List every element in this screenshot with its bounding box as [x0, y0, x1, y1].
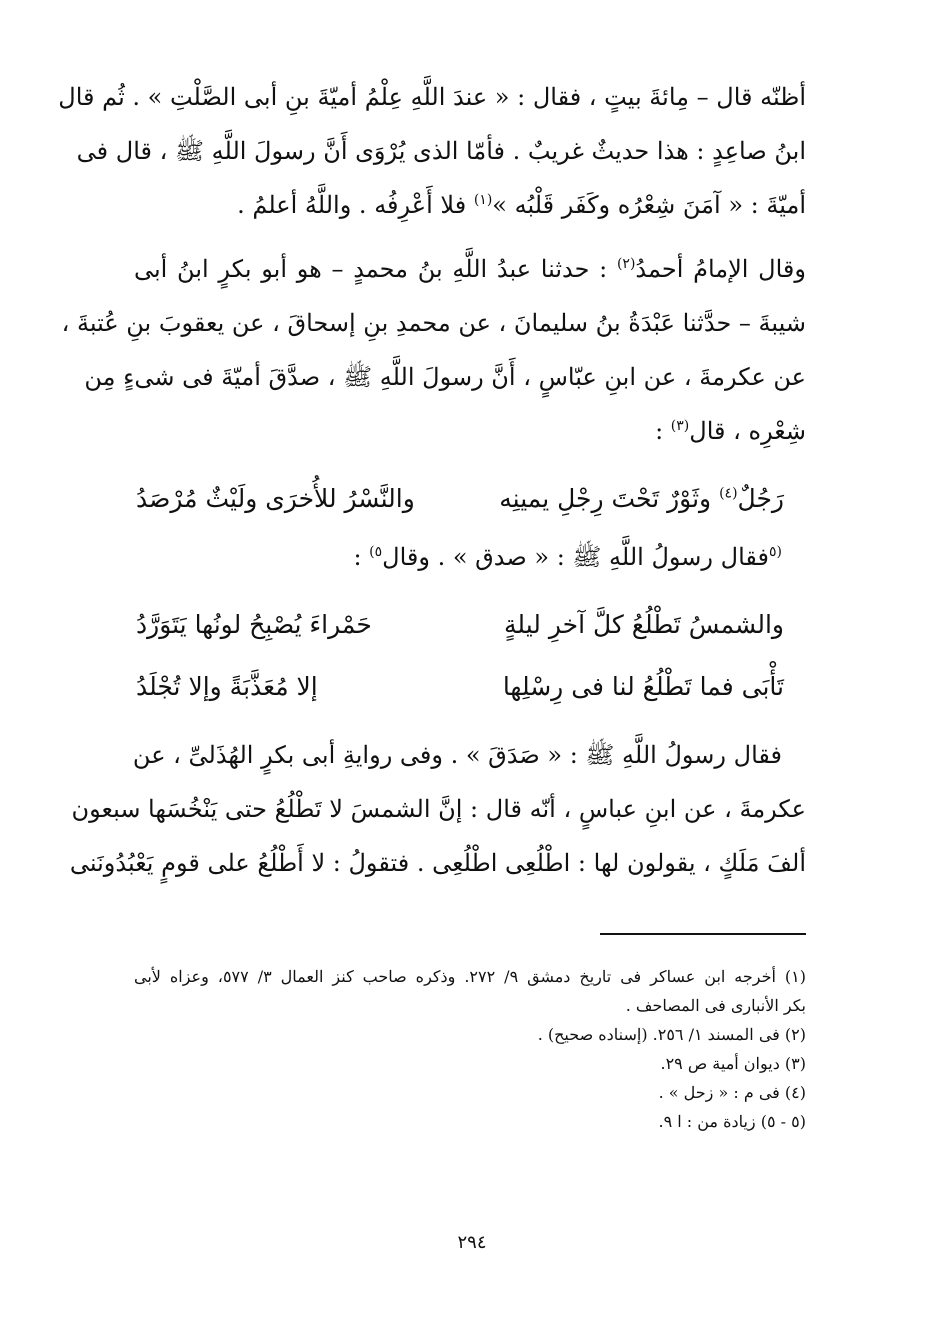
text-run: أميّةَ : « آمَنَ شِعْرُه وكَفَر قَلْبُه » [492, 191, 806, 219]
verse-first-hemistich: تَأْبَى فما تَطْلُعُ لنا فى رِسْلِها [502, 672, 784, 701]
text-line [134, 178, 806, 232]
footnote-line: (٥ - ٥) زيادة من : ا ٩. [658, 1112, 806, 1131]
footnotes [134, 962, 806, 1136]
footnote-line: (٢) فى المسند ١/ ٢٥٦. (إسناده صحيح) . [537, 1025, 806, 1044]
footnote-marker: (١) [473, 192, 493, 208]
text-run: : حدثنا عبدُ اللَّهِ بنُ محمدٍ – هو أبو بكرٍ ابنُ أبى [134, 255, 617, 283]
text-run: شِعْرِه ، قال [689, 417, 806, 445]
poem-verse [134, 656, 806, 718]
footnote-marker: (٥ [769, 544, 782, 560]
verse-first-hemistich: والشمسُ تَطْلُعُ كلَّ آخرِ ليلةٍ [504, 610, 784, 639]
poem-verse [134, 468, 806, 530]
footnote-marker: (٤) [719, 485, 738, 502]
text-run: فقال رسولُ اللَّهِ ﷺ : « صدق » . وقال [382, 543, 769, 571]
verse-second-hemistich: حَمْراءَ يُصْبِحُ لونُها يَتَوَرَّدُ [136, 610, 372, 639]
text-line: عكرمةَ ، عن ابنِ عباسٍ ، أنّه قال : إنَّ الشمسَ لا تَطْلُعُ حتى يَنْخُسَها سبعون [71, 795, 806, 823]
verse-first-hemistich [499, 468, 806, 530]
text-line [134, 530, 806, 584]
footnote-marker: (٣) [670, 418, 690, 434]
text-line: ألفَ مَلَكٍ ، يقولون لها : اطْلُعِى اطْلُعِى . فتقولُ : لا أَطْلُعُ على قومٍ يَعْبُدُونَنى [69, 849, 806, 877]
footnote-line: (١) أخرجه ابن عساكر فى تاريخ دمشق ٩/ ٢٧٢. وذكره صاحب كنز العمال ٣/ ٥٧٧، وعزاه لأبى [134, 967, 806, 986]
verse-second-hemistich: والنَّسْرُ للأُخرَى ولَيْثٌ مُرْصَدُ [136, 484, 415, 513]
footnote-divider [600, 933, 806, 935]
text-line: شيبةَ – حدَّثنا عَبْدَةُ بنُ سليمانَ ، عن محمدِ بنِ إسحاقَ ، عن يعقوبَ بنِ عُتبةَ ، [61, 309, 806, 337]
footnote-line: (٣) ديوان أمية ص ٢٩. [660, 1054, 806, 1073]
footnote-line: (٤) فى م : « زحل » . [658, 1083, 806, 1102]
text-line: أظنّه قال – مِائةَ بيتٍ ، فقال : « عندَ اللَّهِ عِلْمُ أميّةَ بنِ أبى الصَّلْتِ » . ثُم قال [58, 83, 806, 111]
text-run: : [353, 543, 370, 571]
text-run: وثَوْرٌ تَحْتَ رِجْلِ يمينِه [499, 484, 720, 513]
main-text [58, 70, 806, 890]
verse-second-hemistich: إلا مُعَذَّبَةً وإلا تُجْلَدُ [136, 672, 318, 701]
text-line [134, 404, 806, 458]
text-run: : [655, 417, 671, 445]
text-run: وقال الإمامُ أحمدُ [635, 255, 806, 283]
poem-verse [134, 594, 806, 656]
text-line: ابنُ صاعِدٍ : هذا حديثٌ غريبٌ . فأمّا الذى يُرْوَى أَنَّ رسولَ اللَّهِ ﷺ ، قال فى [76, 137, 806, 165]
footnote-marker: (٢) [616, 256, 636, 272]
text-line: عن عكرمةَ ، عن ابنِ عبّاسٍ ، أَنَّ رسولَ اللَّهِ ﷺ ، صدَّقَ أميّةَ فى شىءٍ مِن [84, 363, 806, 391]
footnote-line: بكر الأنبارى فى المصاحف . [625, 996, 806, 1015]
text-line: فقال رسولُ اللَّهِ ﷺ : « صَدَقَ » . وفى روايةِ أبى بكرٍ الهُذَلىِّ ، عن [132, 741, 782, 769]
text-run: رَجُلٌ [737, 484, 784, 513]
page-number: ٢٩٤ [457, 1232, 487, 1253]
text-run: فلا أَعْرِفُه . واللَّهُ أعلمُ . [237, 191, 474, 219]
text-line [134, 242, 806, 296]
footnote-marker: ٥) [369, 544, 383, 560]
